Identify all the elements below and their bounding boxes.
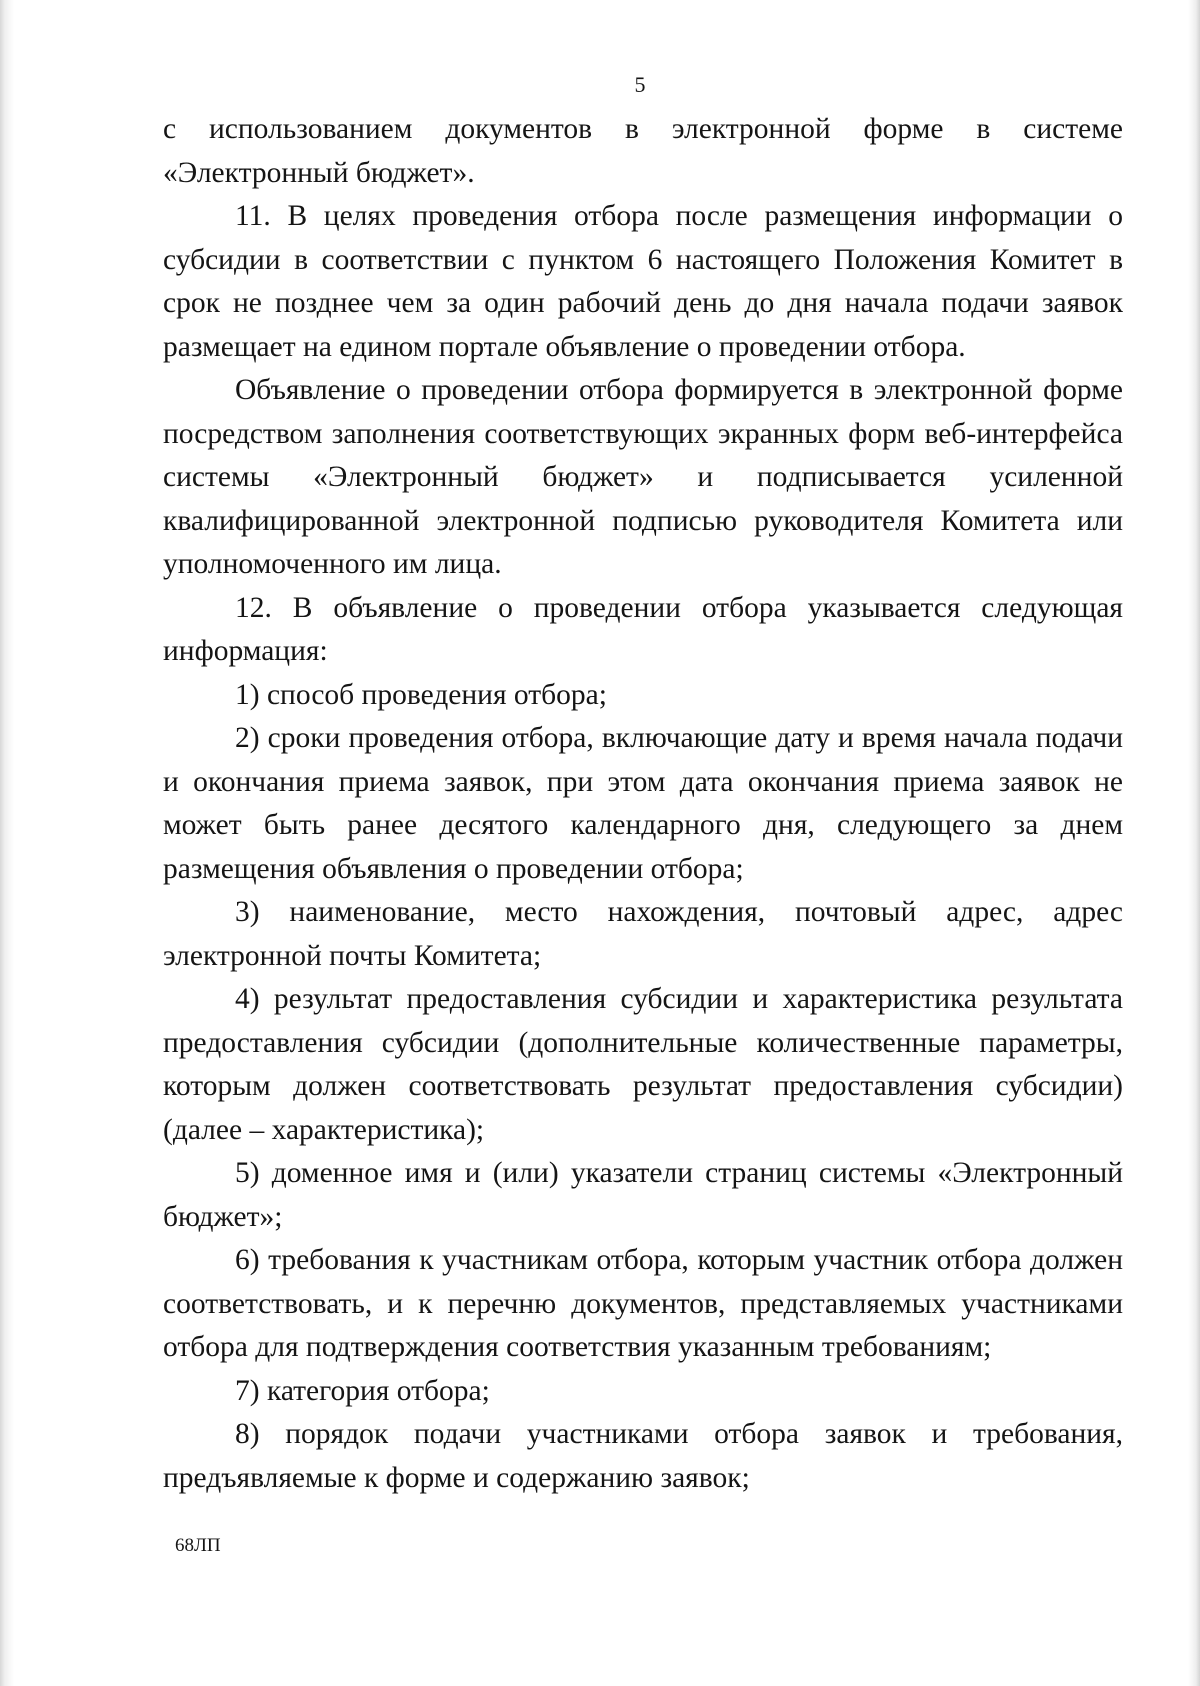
list-item-8: 8) порядок подачи участниками отбора заявок и требования, предъявляемые к форме и содержанию заявок; [163, 1418, 1123, 1494]
paragraph-continuation: с использованием документов в электронной форме в системе «Электронный бюджет». [163, 113, 1123, 189]
paragraph-item-12: 12. В объявление о проведении отбора указывается следующая информация: [163, 591, 1123, 667]
paragraph-announcement: Объявление о проведении отбора формируется в электронной форме посредством заполнения соответствующих экранных форм веб-интерфейса системы «Электронный бюджет» и подписывается усиленной квалифицированной электронной подписью руководителя Комитета или уполномоченного им лица. [163, 374, 1123, 580]
scan-edge-right [1188, 0, 1200, 1686]
list-item-1: 1) способ проведения отбора; [235, 678, 607, 711]
scan-edge-left [0, 0, 14, 1686]
document-body [163, 108, 1123, 1500]
footer-document-code: 68ЛП [175, 1535, 221, 1556]
list-item-7: 7) категория отбора; [235, 1374, 490, 1407]
list-item-2: 2) сроки проведения отбора, включающие дату и время начала подачи и окончания приема заявок, при этом дата окончания приема заявок не может быть ранее десятого календарного дня, следующего за днем размещения объявления о проведении отбора; [163, 722, 1123, 885]
page-number: 5 [634, 72, 646, 97]
list-item-5: 5) доменное имя и (или) указатели страниц системы «Электронный бюджет»; [163, 1157, 1123, 1233]
list-item-4: 4) результат предоставления субсидии и характеристика результата предоставления субсидии (дополнительные количественные параметры, которым должен соответствовать результат предоставления субсидии) (далее – характеристика); [163, 983, 1123, 1146]
list-item-6: 6) требования к участникам отбора, которым участник отбора должен соответствовать, и к перечню документов, представляемых участниками отбора для подтверждения соответствия указанным требованиям; [163, 1244, 1123, 1363]
paragraph-item-11: 11. В целях проведения отбора после размещения информации о субсидии в соответствии с пунктом 6 настоящего Положения Комитет в срок не позднее чем за один рабочий день до дня начала подачи заявок размещает на едином портале объявление о проведении отбора. [163, 200, 1123, 363]
list-item-3: 3) наименование, место нахождения, почтовый адрес, адрес электронной почты Комитета; [163, 896, 1123, 972]
